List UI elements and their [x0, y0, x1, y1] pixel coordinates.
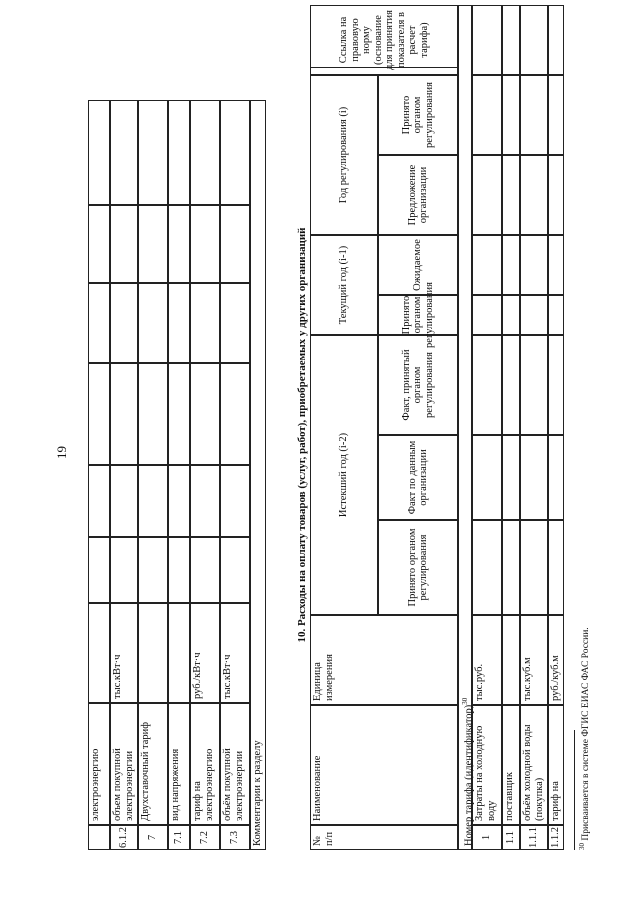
empty-cell	[190, 465, 220, 537]
empty-cell	[472, 335, 502, 435]
row-number: 7.1	[168, 825, 190, 850]
empty-cell	[520, 155, 548, 235]
empty-cell	[168, 205, 190, 283]
header-current-year: Текущий год (i-1)	[310, 235, 378, 335]
empty-cell	[472, 235, 502, 295]
section-title: 10. Расходы на оплату товаров (услуг, работ), приобретаемых у других организаций	[296, 227, 308, 643]
row-number: 7.2	[190, 825, 220, 850]
empty-cell	[520, 295, 548, 335]
tariff-row-label: Номер тарифа (идентификатор)	[463, 704, 475, 846]
empty-cell	[88, 100, 110, 205]
empty-cell	[472, 75, 502, 155]
row-name: объём покупной электроэнергии	[220, 703, 250, 825]
row-number: 7.3	[220, 825, 250, 850]
footnote-separator	[574, 730, 575, 850]
subheader-cell: Ожидаемое	[378, 235, 458, 295]
row-number: 1.1.2	[548, 825, 564, 850]
row-number: 1.1	[502, 825, 520, 850]
subheader-cell: Факт, принятый органом регулирования	[378, 335, 458, 435]
footnote-ref: 30	[461, 697, 469, 705]
empty-cell	[88, 465, 110, 537]
empty-cell	[168, 283, 190, 363]
empty-cell	[110, 537, 138, 603]
empty-cell	[88, 283, 110, 363]
empty-cell	[168, 100, 190, 205]
row-name: Затраты на холодную воду	[472, 705, 502, 825]
empty-cell	[472, 520, 502, 615]
empty-cell	[190, 283, 220, 363]
empty-cell	[110, 283, 138, 363]
empty-cell	[502, 295, 520, 335]
row-name: Двухставочный тариф	[138, 703, 168, 825]
empty-cell	[502, 435, 520, 520]
empty-cell	[138, 283, 168, 363]
empty-cell	[548, 155, 564, 235]
empty-cell	[110, 205, 138, 283]
empty-cell	[548, 295, 564, 335]
page-number: 19	[54, 446, 69, 459]
empty-cell	[520, 335, 548, 435]
row-unit: тыс.куб.м	[520, 615, 548, 705]
row-unit	[168, 603, 190, 703]
header-reg-year: Год регулирования (i)	[310, 75, 378, 235]
empty-cell	[138, 363, 168, 465]
empty-cell	[548, 75, 564, 155]
row-name: поставщик	[502, 705, 520, 825]
empty-cell	[138, 100, 168, 205]
empty-cell	[502, 75, 520, 155]
row-number: 7	[138, 825, 168, 850]
empty-cell	[138, 537, 168, 603]
header-unit: Единица измерения	[310, 615, 458, 705]
row-number: 6.1.2	[110, 825, 138, 850]
empty-cell	[520, 75, 548, 155]
empty-cell	[520, 5, 548, 75]
row-unit: тыс.руб.	[472, 615, 502, 705]
empty-cell	[548, 335, 564, 435]
empty-cell	[110, 363, 138, 465]
empty-cell	[220, 363, 250, 465]
empty-cell	[168, 465, 190, 537]
empty-cell	[190, 205, 220, 283]
empty-cell	[110, 100, 138, 205]
row-unit	[88, 603, 110, 703]
empty-cell	[220, 205, 250, 283]
subheader-cell: Факт по данным организации	[378, 435, 458, 520]
empty-cell	[472, 155, 502, 235]
row-name: тариф на электроэнергию	[190, 703, 220, 825]
row-unit: тыс.кВт·ч	[220, 603, 250, 703]
footnote	[578, 627, 591, 850]
empty-cell	[220, 283, 250, 363]
empty-cell	[502, 235, 520, 295]
empty-cell	[88, 537, 110, 603]
footnote-text: Присваивается в системе ФГИС ЕИАС ФАС России.	[581, 627, 592, 841]
row-name: вид напряжения	[168, 703, 190, 825]
header-name: Наименование	[310, 705, 458, 825]
empty-cell	[88, 363, 110, 465]
empty-cell	[190, 537, 220, 603]
empty-cell	[472, 295, 502, 335]
header-past-year: Истекший год (i-2)	[310, 335, 378, 615]
empty-cell	[472, 435, 502, 520]
header-num: № п/п	[310, 825, 458, 850]
empty-cell	[502, 520, 520, 615]
empty-cell	[502, 335, 520, 435]
row-number: 1.1.1	[520, 825, 548, 850]
row-unit: руб./кВт·ч	[190, 603, 220, 703]
subheader-cell: Принято органом регулирования	[378, 295, 458, 335]
empty-cell	[520, 235, 548, 295]
empty-cell	[548, 435, 564, 520]
empty-cell	[190, 363, 220, 465]
empty-cell	[502, 155, 520, 235]
row-unit	[138, 603, 168, 703]
empty-cell	[168, 363, 190, 465]
subheader-cell: Принято органом регулирования	[378, 520, 458, 615]
empty-cell	[88, 205, 110, 283]
empty-cell	[220, 465, 250, 537]
empty-cell	[138, 205, 168, 283]
empty-cell	[548, 235, 564, 295]
row-unit: тыс.кВт·ч	[110, 603, 138, 703]
row-name: тариф на	[548, 705, 564, 825]
tariff-row	[458, 5, 475, 850]
empty-cell	[110, 465, 138, 537]
empty-cell	[548, 520, 564, 615]
row-unit	[502, 615, 520, 705]
row-number	[88, 825, 110, 850]
row-number: 1	[472, 825, 502, 850]
row-name: объём холодной воды (покупка)	[520, 705, 548, 825]
empty-cell	[548, 5, 564, 75]
footnote-number: 30	[578, 843, 586, 850]
empty-cell	[168, 537, 190, 603]
empty-cell	[472, 5, 502, 75]
section-comment: Комментарии к разделу	[250, 100, 266, 850]
subheader-cell: Принято органом регулирования	[378, 75, 458, 155]
empty-cell	[520, 520, 548, 615]
empty-cell	[520, 435, 548, 520]
header-link: Ссылка на правовую норму (основание для принятия показателя в расчет тарифа)	[310, 5, 458, 75]
empty-cell	[220, 100, 250, 205]
empty-cell	[190, 100, 220, 205]
row-unit: руб./куб.м	[548, 615, 564, 705]
empty-cell	[502, 5, 520, 75]
subheader-cell: Предложение организации	[378, 155, 458, 235]
empty-cell	[220, 537, 250, 603]
row-name: электроэнергию	[88, 703, 110, 825]
row-name: объем покупной электроэнергии	[110, 703, 138, 825]
empty-cell	[138, 465, 168, 537]
